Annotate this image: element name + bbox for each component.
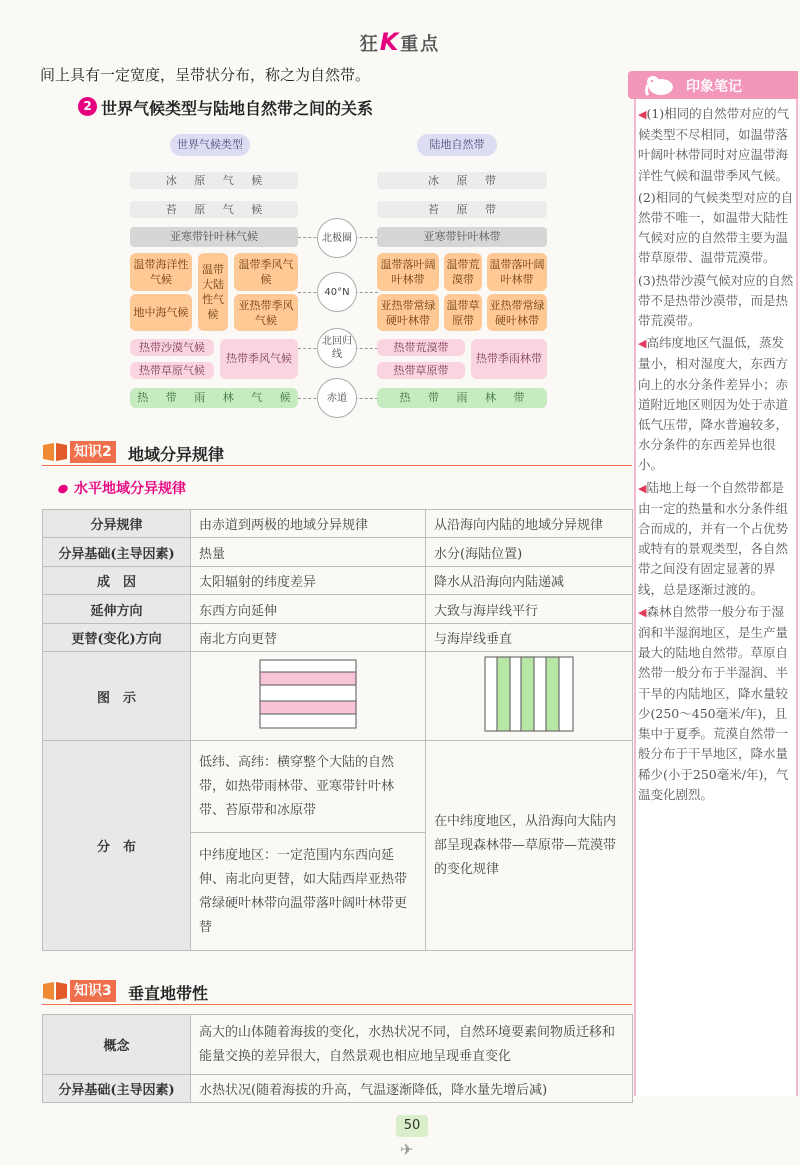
zone-tropical-monsoon-forest: 热带季雨林带 — [471, 339, 547, 379]
climate-temperate-continental: 温带大陆性气候 — [198, 253, 228, 331]
section-title: 世界气候类型与陆地自然带之间的关系 — [101, 99, 374, 118]
table-row: 分 布 低纬、高纬：横穿整个大陆的自然带，如热带雨林带、亚寒带针叶林带、苔原带和冰原带 在中纬度地区，从沿海向大陆内部呈现森林带—草原带—荒漠带的变化规律 — [43, 741, 633, 833]
zone-tundra: 苔 原 带 — [377, 201, 547, 218]
zone-tropical-desert: 热带荒漠带 — [377, 339, 465, 356]
table-row: 概念 高大的山体随着海拔的变化，水热状况不同，自然环境要素间物质迁移和能量交换的差异很大，自然景观也相应地呈现垂直变化 — [43, 1015, 633, 1075]
diagram-left-title: 世界气候类型 — [170, 134, 250, 156]
table-row: 更替(变化)方向 南北方向更替 与海岸线垂直 — [43, 624, 633, 652]
table-row: 延伸方向 东西方向延伸 大致与海岸线平行 — [43, 595, 633, 624]
climate-ice-cap: 冰 原 气 候 — [130, 172, 298, 189]
zone-temperate-deciduous-2: 温带落叶阔叶林带 — [487, 253, 547, 291]
climate-tropical-rainforest: 热 带 雨 林 气 候 — [130, 388, 298, 408]
latitudinal-diagram — [191, 652, 426, 741]
leaf-icon — [57, 483, 70, 495]
zone-ice-cap: 冰 原 带 — [377, 172, 547, 189]
table-row: 分异规律 由赤道到两极的地域分异规律 从沿海向内陆的地域分异规律 — [43, 510, 633, 538]
zone-temperate-deciduous-1: 温带落叶阔叶林带 — [377, 253, 439, 291]
longitudinal-diagram — [426, 652, 633, 741]
sidebar-title: 印象笔记 — [686, 79, 742, 95]
book-icon — [42, 442, 68, 466]
note-item: (2)相同的气候类型对应的自然带不唯一，如温带大陆性气候对应的自然带主要为温带草原带、温带荒漠带。 — [638, 189, 794, 266]
sidebar-header — [628, 71, 798, 99]
climate-mediterranean: 地中海气候 — [130, 294, 192, 331]
marker-40n: 40°N — [317, 272, 357, 312]
zone-taiga: 亚寒带针叶林带 — [377, 227, 547, 247]
climate-temperate-monsoon: 温带季风气候 — [234, 253, 298, 291]
zone-temperate-grassland: 温带草原带 — [444, 294, 482, 331]
table-row: 分异基础(主导因素) 热量 水分(海陆位置) — [43, 538, 633, 567]
marker-equator: 赤道 — [317, 378, 357, 418]
zone-sclerophyll-2: 亚热带常绿硬叶林带 — [487, 294, 547, 331]
marker-arctic-circle: 北极圈 — [317, 218, 357, 258]
vertical-zonation-table — [42, 1014, 633, 1103]
note-item: ◀高纬度地区气温低，蒸发量小，相对湿度大，东西方向上的水分条件差异小；赤道附近地区则因为处于赤道低气压带，降水普遍较多，水分条件的东西差异也很小。 — [638, 335, 789, 473]
climate-tundra: 苔 原 气 候 — [130, 201, 298, 218]
heading-rule — [42, 1004, 632, 1005]
book-icon — [42, 981, 68, 1005]
bird-icon: ✈ — [400, 1140, 414, 1159]
knowledge-title: 地域分异规律 — [128, 445, 225, 464]
zone-tropical-rainforest: 热 带 雨 林 带 — [377, 388, 547, 408]
table-row: 图 示 — [43, 652, 633, 741]
zone-tropical-savanna: 热带草原带 — [377, 362, 465, 379]
climate-subtropical-monsoon: 亚热带季风气候 — [234, 294, 298, 331]
elephant-icon — [644, 73, 678, 97]
zone-sclerophyll-1: 亚热带常绿硬叶林带 — [377, 294, 439, 331]
section-number-badge: 2 — [78, 97, 97, 116]
climate-tropical-desert: 热带沙漠气候 — [130, 339, 214, 356]
zone-temperate-desert: 温带荒漠带 — [444, 253, 482, 291]
climate-tropical-savanna: 热带草原气候 — [130, 362, 214, 379]
triangle-bullet-icon: ◀ — [638, 481, 647, 495]
marker-tropic-of-cancer: 北回归线 — [317, 328, 357, 368]
subheading: 水平地域分异规律 — [58, 478, 186, 498]
page-header: 狂K重点 — [359, 28, 441, 56]
table-row: 成 因 太阳辐射的纬度差异 降水从沿海向内陆递减 — [43, 567, 633, 595]
table-row: 分异基础(主导因素) 水热状况(随着海拔的升高，气温逐渐降低，降水量先增后减) — [43, 1075, 633, 1103]
vertical-bands-figure — [484, 656, 574, 732]
triangle-bullet-icon: ◀ — [638, 605, 647, 619]
knowledge-tag: 知识3 — [70, 980, 116, 1002]
notes-sidebar — [634, 96, 798, 1096]
climate-temperate-maritime: 温带海洋性气候 — [130, 253, 192, 291]
knowledge-tag: 知识2 — [70, 441, 116, 463]
triangle-bullet-icon: ◀ — [638, 337, 647, 351]
note-item: (3)热带沙漠气候对应的自然带不是热带沙漠带，而是热带荒漠带。 — [638, 272, 794, 329]
climate-tropical-monsoon: 热带季风气候 — [220, 339, 298, 379]
note-item: ◀(1)相同的自然带对应的气候类型不尽相同，如温带落叶阔叶林带同时对应温带海洋性气候和温带季风气候。 — [638, 106, 790, 183]
climate-subarctic: 亚寒带针叶林气候 — [130, 227, 298, 247]
triangle-bullet-icon: ◀ — [638, 108, 647, 121]
note-item: ◀陆地上每一个自然带都是由一定的热量和水分条件组合而成的，并有一个占优势或特有的景观类型，各自然带之间没有固定显著的界线，总是逐渐过渡的。 — [638, 479, 789, 597]
header-k: K — [379, 28, 401, 56]
diagram-right-title: 陆地自然带 — [417, 134, 497, 156]
heading-rule — [42, 465, 632, 466]
note-item: ◀森林自然带一般分布于湿润和半湿润地区，是生产量最大的陆地自然带。草原自然带一般分布于半湿润、半干旱的内陆地区，降水量较少(250～450毫米/年)，且集中于夏季。荒漠自然带一般分布于干旱地区，降水量稀少(小于250毫米/年)，气温变化剧烈。 — [638, 603, 789, 802]
knowledge-title: 垂直地带性 — [128, 984, 209, 1003]
table-row: 中纬度地区：一定范围内东西向延伸、南北向更替，如大陆西岸亚热带常绿硬叶林带向温带落叶阔叶林带更替 — [43, 833, 633, 951]
horizontal-bands-figure — [259, 659, 357, 729]
page-number: 50 — [396, 1115, 428, 1137]
zonation-table — [42, 509, 633, 951]
intro-text: 间上具有一定宽度，呈带状分布，称之为自然带。 — [40, 66, 371, 84]
